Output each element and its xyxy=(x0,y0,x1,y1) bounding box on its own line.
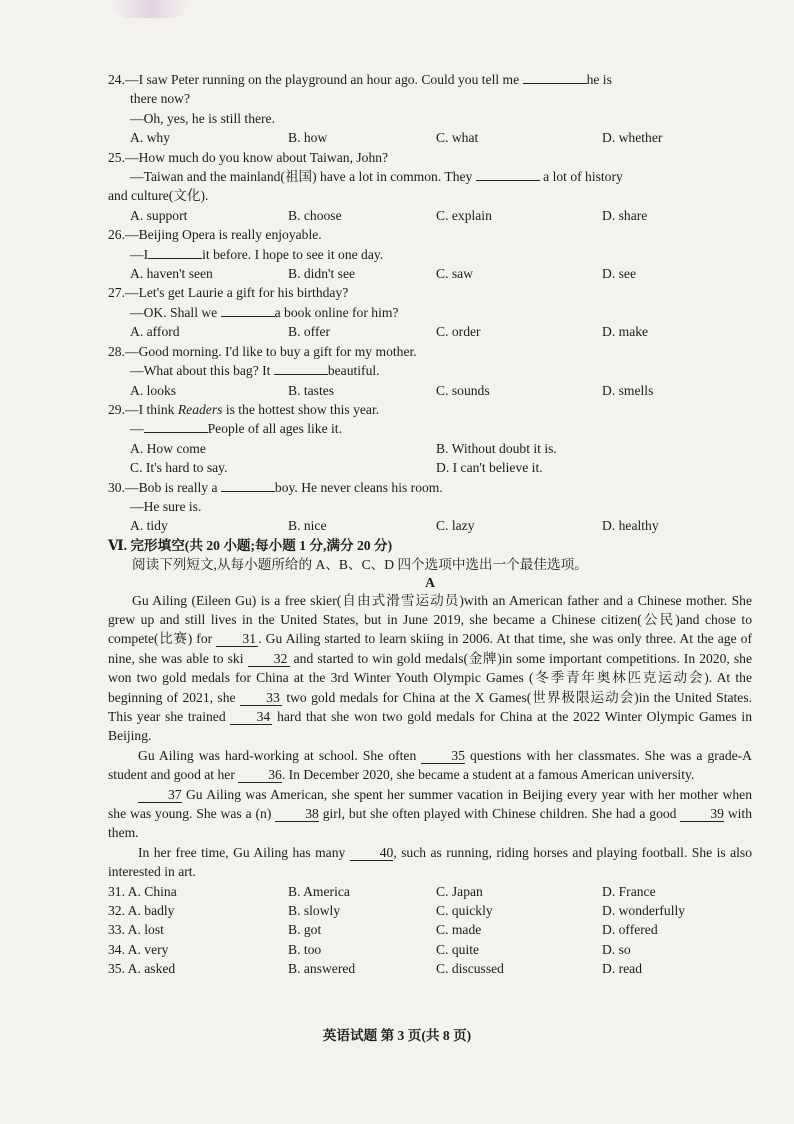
question-text: —Bob is really a xyxy=(125,479,218,495)
options-row xyxy=(108,516,752,535)
option-d[interactable]: D. share xyxy=(602,207,648,223)
question-text: —Let's get Laurie a gift for his birthday? xyxy=(125,285,349,301)
option-c[interactable]: C. quite xyxy=(436,941,480,957)
option-d[interactable]: D. see xyxy=(602,266,636,282)
answer-blank[interactable] xyxy=(221,316,275,317)
show-title: Readers xyxy=(177,401,223,417)
option-c[interactable]: C. explain xyxy=(436,207,492,223)
option-a[interactable]: A. China xyxy=(127,883,177,899)
option-b[interactable]: B. tastes xyxy=(288,382,335,398)
question-text: there now? xyxy=(130,91,191,107)
question-number: 35. xyxy=(108,961,125,977)
question-text: he is xyxy=(586,72,612,87)
answer-blank[interactable] xyxy=(144,432,208,433)
page-footer: 英语试题 第 3 页(共 8 页) xyxy=(322,1028,472,1043)
option-b[interactable]: B. answered xyxy=(288,961,356,977)
options-row xyxy=(108,458,752,477)
option-d[interactable]: D. smells xyxy=(602,382,654,398)
option-c[interactable]: C. It's hard to say. xyxy=(130,460,228,476)
passage-paragraph-4: In her free time, Gu Ailing has many 40, such as running, riding horses and playing football. She is also interested in art. xyxy=(108,844,752,880)
cloze-options-34 xyxy=(108,940,752,959)
option-c[interactable]: C. what xyxy=(436,130,479,146)
question-number: 24. xyxy=(108,72,125,87)
section-instruction: 阅读下列短文,从每小题所给的 A、B、C、D 四个选项中选出一个最佳选项。 xyxy=(132,557,588,573)
question-number: 25. xyxy=(108,149,125,165)
passage-paragraph-1: Gu Ailing (Eileen Gu) is a free skier(自由式滑雪运动员)with an American father and a Chinese mother. She grew up and still lives in the United States, but in June 2019, she became a Chinese citizen(公民)and chose to compete(比赛) for 31 . Gu Ailing started to learn skiing in 2006. At that time, she was only three. At the age of nine, she was able to ski 32 and started to win gold medals(金牌)in some important competitions. In 2020, she won two gold medals for China at the 3rd Winter Youth Olympic Games (冬季青年奥林匹克运动会). At the beginning of 2021, she 33 two gold medals for China at the X Games(世界极限运动会)in the United States. This year she trained 34 hard that she won two gold medals for China at the 2022 Winter Olympic Games in Beijing. xyxy=(108,592,753,744)
cloze-blank-32[interactable]: 32 xyxy=(248,651,290,667)
option-c[interactable]: C. saw xyxy=(436,266,474,282)
question-text: —How much do you know about Taiwan, John? xyxy=(125,149,389,165)
cloze-options-31 xyxy=(108,882,752,901)
question-text: it before. I hope to see it one day. xyxy=(202,246,384,262)
option-d[interactable]: D. read xyxy=(602,961,643,977)
question-25 xyxy=(108,148,752,226)
question-text: —I saw Peter running on the playground an hour ago. Could you tell me xyxy=(125,72,520,87)
question-number: 34. xyxy=(108,941,125,957)
option-b[interactable]: B. choose xyxy=(288,207,342,223)
question-text: and culture(文化). xyxy=(108,188,209,204)
options-row xyxy=(108,128,752,147)
option-d[interactable]: D. healthy xyxy=(602,518,659,534)
option-a[interactable]: A. How come xyxy=(130,440,206,456)
option-a[interactable]: A. why xyxy=(130,130,171,146)
cloze-blank-40[interactable]: 40 xyxy=(350,845,394,861)
option-a[interactable]: A. looks xyxy=(130,382,177,398)
question-30 xyxy=(108,478,752,536)
option-b[interactable]: B. nice xyxy=(288,518,327,534)
option-d[interactable]: D. whether xyxy=(602,130,663,146)
option-b[interactable]: B. Without doubt it is. xyxy=(436,440,557,456)
option-a[interactable]: A. lost xyxy=(127,922,164,938)
option-c[interactable]: C. lazy xyxy=(436,518,475,534)
option-c[interactable]: C. order xyxy=(436,324,481,340)
option-b[interactable]: B. how xyxy=(288,130,328,146)
option-d[interactable]: D. wonderfully xyxy=(602,903,686,919)
option-b[interactable]: B. too xyxy=(288,941,322,957)
option-d[interactable]: D. France xyxy=(602,883,656,899)
question-text: —Oh, yes, he is still there. xyxy=(130,110,275,126)
question-text: a book online for him? xyxy=(274,304,399,320)
option-c[interactable]: C. sounds xyxy=(436,382,490,398)
answer-blank[interactable] xyxy=(221,491,275,492)
passage-label: A xyxy=(425,574,435,590)
question-number: 26. xyxy=(108,227,125,243)
passage-paragraph-3: 37 Gu Ailing was American, she spent her summer vacation in Beijing every year with her mother when she was young. She was a (n) 38 girl, but she often played with Chinese children. She had a good 39 with them. xyxy=(108,786,753,841)
question-number: 33. xyxy=(108,922,125,938)
question-text: —He sure is. xyxy=(130,498,202,514)
question-text: People of all ages like it. xyxy=(207,421,342,437)
cloze-options-33 xyxy=(108,920,752,939)
question-27 xyxy=(108,283,752,341)
answer-blank[interactable] xyxy=(148,258,202,259)
option-c[interactable]: C. discussed xyxy=(436,961,504,977)
option-d[interactable]: D. I can't believe it. xyxy=(436,460,543,476)
question-number: 28. xyxy=(108,343,125,359)
question-text: —OK. Shall we xyxy=(130,304,218,320)
option-b[interactable]: B. got xyxy=(288,922,322,938)
option-a[interactable]: A. tidy xyxy=(130,518,168,534)
ink-smudge xyxy=(110,0,190,18)
cloze-blank-38[interactable]: 38 xyxy=(275,806,319,822)
options-row xyxy=(108,439,752,458)
option-c[interactable]: C. quickly xyxy=(436,903,493,919)
cloze-blank-34[interactable]: 34 xyxy=(230,709,272,725)
option-c[interactable]: C. made xyxy=(436,922,482,938)
option-b[interactable]: B. offer xyxy=(288,324,331,340)
question-text: beautiful. xyxy=(327,363,380,379)
section-heading: Ⅵ. 完形填空(共 20 小题;每小题 1 分,满分 20 分) xyxy=(108,537,393,553)
cloze-blank-39[interactable]: 39 xyxy=(680,806,724,822)
option-d[interactable]: D. so xyxy=(602,941,631,957)
question-text: — xyxy=(130,421,144,437)
option-b[interactable]: B. America xyxy=(288,883,350,899)
question-text: boy. He never cleans his room. xyxy=(274,479,443,495)
options-row xyxy=(108,381,752,400)
question-number: 30. xyxy=(108,479,125,495)
cloze-blank-33[interactable]: 33 xyxy=(240,690,282,706)
question-26 xyxy=(108,225,752,283)
question-number: 27. xyxy=(108,285,125,301)
question-29 xyxy=(108,400,752,478)
question-text: —Good morning. I'd like to buy a gift for my mother. xyxy=(125,343,417,359)
option-a[interactable]: A. very xyxy=(127,941,169,957)
question-text: —I xyxy=(130,246,149,262)
question-24 xyxy=(108,70,752,148)
option-a[interactable]: A. haven't seen xyxy=(130,266,213,282)
question-number: 29. xyxy=(108,401,125,417)
cloze-options-32 xyxy=(108,901,752,920)
cloze-blank-31[interactable]: 31 xyxy=(216,631,258,647)
option-c[interactable]: C. Japan xyxy=(436,883,483,899)
option-a[interactable]: A. support xyxy=(130,207,188,223)
cloze-blank-37[interactable]: 37 xyxy=(138,787,182,803)
option-b[interactable]: B. didn't see xyxy=(288,266,356,282)
cloze-blank-35[interactable]: 35 xyxy=(421,748,465,764)
question-text: a lot of history xyxy=(543,169,623,185)
options-row xyxy=(108,264,752,283)
option-d[interactable]: D. make xyxy=(602,324,649,340)
answer-blank[interactable] xyxy=(476,180,540,181)
passage-paragraph-2: Gu Ailing was hard-working at school. She often 35 questions with her classmates. She was a grade-A student and good at her 36. In December 2020, she became a student at a famous American university. xyxy=(108,747,752,783)
option-d[interactable]: D. offered xyxy=(602,922,658,938)
cloze-blank-36[interactable]: 36 xyxy=(238,767,282,783)
question-text: —I think xyxy=(125,401,178,417)
option-a[interactable]: A. afford xyxy=(130,324,180,340)
question-28 xyxy=(108,342,752,400)
cloze-options-35 xyxy=(108,959,752,978)
question-text: —Beijing Opera is really enjoyable. xyxy=(125,227,322,243)
options-row xyxy=(108,322,752,341)
answer-blank[interactable] xyxy=(523,83,587,84)
question-number: 32. xyxy=(108,903,125,919)
page-content xyxy=(108,70,752,979)
option-b[interactable]: B. slowly xyxy=(288,903,341,919)
answer-blank[interactable] xyxy=(274,374,328,375)
option-a[interactable]: A. asked xyxy=(127,961,176,977)
options-row xyxy=(108,206,752,225)
question-text: is the hottest show this year. xyxy=(222,401,380,417)
question-text: —What about this bag? It xyxy=(130,363,271,379)
question-text: —Taiwan and the mainland(祖国) have a lot in common. They xyxy=(130,169,473,185)
question-number: 31. xyxy=(108,883,125,899)
option-a[interactable]: A. badly xyxy=(127,903,175,919)
